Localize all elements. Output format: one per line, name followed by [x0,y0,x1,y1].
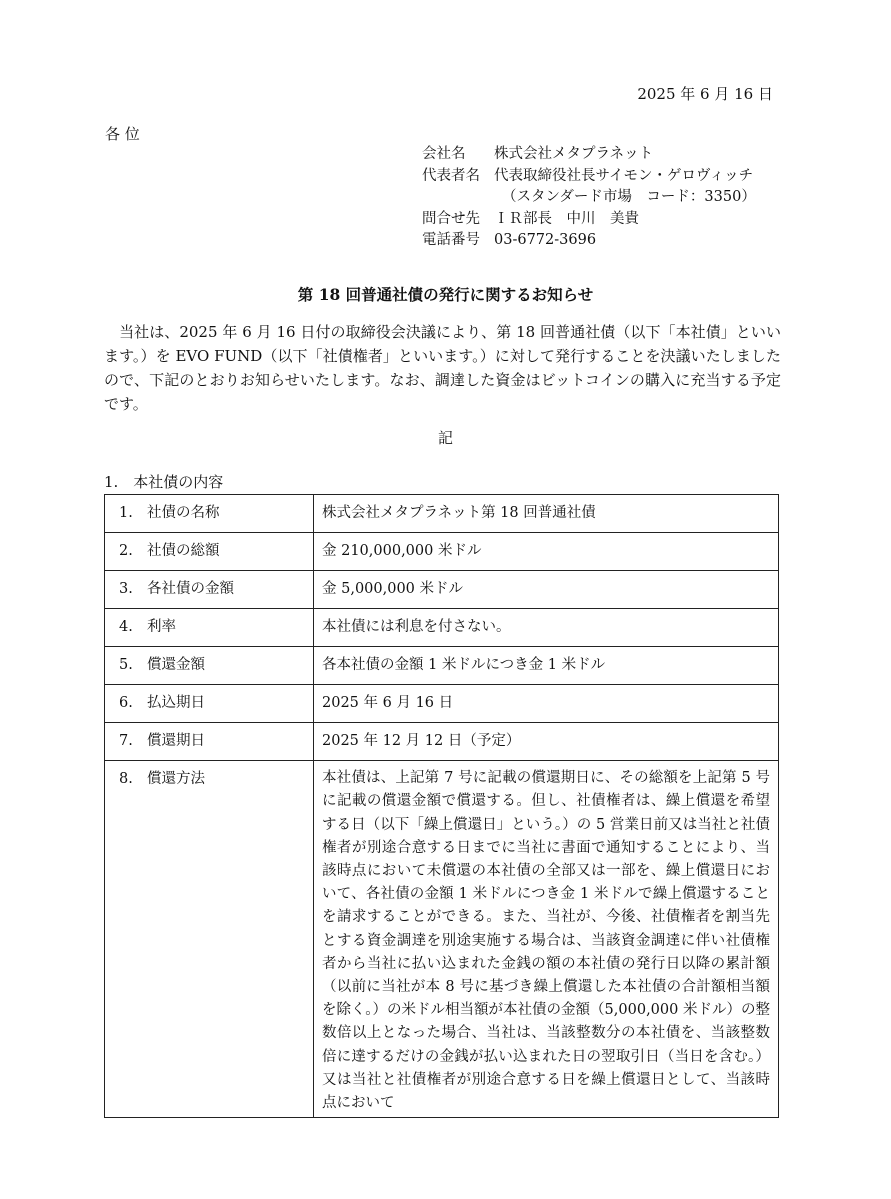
row-value: 本社債には利息を付さない。 [314,609,779,647]
row-number: 6. [119,695,133,712]
section-heading: 1. 本社債の内容 [104,473,224,491]
document-title: 第 18 回普通社債の発行に関するお知らせ [297,285,594,304]
row-value: 2025 年 12 月 12 日（予定） [314,723,779,761]
contact-person: ＩＲ部長 中川 美貴 [494,210,639,227]
row-label-text: 社債の名称 [147,505,220,521]
row-number: 5. [119,657,133,674]
row-value: 金 210,000,000 米ドル [314,533,779,571]
phone-number: 03-6772-3696 [494,232,597,248]
table-row [105,571,779,609]
issuer-block [422,144,756,252]
table-row [105,609,779,647]
bond-terms-table [104,494,779,1118]
row-label-text: 払込期日 [147,695,205,712]
row-label-text: 償還方法 [147,771,205,788]
company-row [422,144,756,166]
table-row [105,647,779,685]
row-value: 金 5,000,000 米ドル [314,571,779,609]
row-value: 各本社債の金額 1 米ドルにつき金 1 米ドル [314,647,779,685]
representative-row [422,166,756,188]
representative-name: 代表取締役社長サイモン・ゲロヴィッチ [494,167,754,184]
row-number: 7. [119,733,133,750]
ki-marker: 記 [437,429,453,447]
table-row [105,685,779,723]
table-row [105,723,779,761]
market-code: （スタンダード市場 コード：3350） [502,189,756,205]
row-value: 本社債は、上記第 7 号に記載の償還期日に、その総額を上記第 5 号に記載の償還金額で償還する。但し、社債権者は、繰上償還を希望する日（以下「繰上償還日」という。）の 5 営業日前又は当社と社債権者が別途合意する日までに当社に書面で通知することにより、当該時点において未償還の本社債の全部又は一部を、繰上償還日において、各社債の金額 1 米ドルにつき金 1 米ドルで繰上償還することを請求することができる。また、当社が、今後、社債権者を割当先とする資金調達を別途実施する場合は、当該資金調達に伴い社債権者から当社に払い込まれた金銭の額の本社債の発行日以降の累計額（以前に当社が本 8 号に基づき繰上償還した本社債の合計額相当額を除く。）の米ドル相当額が本社債の金額（5,000,000 米ドル）の整数倍以上となった場合、当社は、当該整数分の本社債を、当該整数倍に達するだけの金銭が払い込まれた日の翌取引日（当日を含む。）又は当社と社債権者が別途合意する日を繰上償還日として、当該時点において [314,761,779,1118]
row-label [105,495,314,533]
table-row [105,495,779,533]
row-label [105,761,314,1118]
row-number: 3. [119,581,133,598]
row-number: 8. [119,771,133,788]
row-value: 2025 年 6 月 16 日 [314,685,779,723]
row-label-text: 利率 [147,619,176,636]
intro-paragraph: 当社は、2025 年 6 月 16 日付の取締役会決議により、第 18 回普通社債（以下「本社債」といいます。）を EVO FUND（以下「社債権者」といいます。）に対して発行することを決議いたしましたので、下記のとおりお知らせいたします。なお、調達した資金はビットコインの購入に充当する予定です。 [104,323,781,413]
row-label-text: 社債の総額 [147,543,220,560]
row-number: 1. [119,505,133,521]
row-label-text: 償還期日 [147,733,205,750]
row-label [105,723,314,761]
company-label: 会社名 [422,146,466,162]
row-number: 4. [119,619,133,636]
row-label-text: 各社債の金額 [147,581,234,598]
row-label [105,609,314,647]
row-label [105,571,314,609]
table-row [105,533,779,571]
table-row [105,761,779,1118]
document-date: 2025 年 6 月 16 日 [637,85,773,103]
row-label [105,533,314,571]
row-label-text: 償還金額 [147,657,205,674]
row-number: 2. [119,543,133,560]
contact-label: 問合せ先 [422,210,480,227]
addressee: 各 位 [105,125,140,143]
representative-label: 代表者名 [422,167,480,184]
phone-label: 電話番号 [422,232,480,248]
row-label [105,685,314,723]
phone-row [422,230,756,252]
company-name: 株式会社メタプラネット [494,146,654,162]
contact-row [422,209,756,231]
row-label [105,647,314,685]
row-value: 株式会社メタプラネット第 18 回普通社債 [314,495,779,533]
market-code-row [422,187,756,209]
